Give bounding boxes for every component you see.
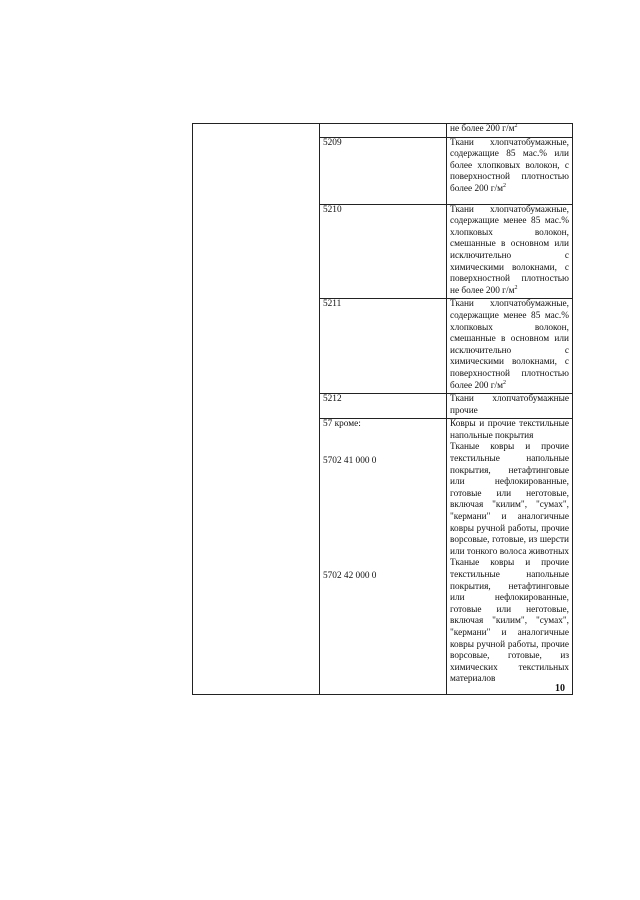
table-row [193, 124, 573, 138]
code-cell: 5212 [320, 394, 447, 419]
empty-first-column [193, 124, 320, 695]
code-5702-41: 5702 41 000 0 [323, 455, 377, 466]
desc-57: Ковры и прочие текстильные напольные покрытия [450, 419, 569, 441]
tariff-table [192, 123, 573, 695]
code-cell [320, 419, 447, 695]
desc-5702-41: Тканые ковры и прочие текстильные напольные покрытия, нетафтинговые или нефлокированные, готовые или неготовые, включая "килим", "сумах", "кермани" и аналогичные ковры ручной работы, прочие ворсовые, готовые, из шерсти или тонкого волоса животных [450, 442, 569, 557]
desc-5702-42: Тканые ковры и прочие текстильные напольные покрытия, нетафтинговые или нефлокированные, готовые или неготовые, включая "килим", "сумах", "кермани" и аналогичные ковры ручной работы, прочие ворсовые, готовые, из химических текстильных материалов [450, 558, 569, 685]
code-57: 57 кроме: [323, 419, 361, 430]
description-cell: Ткани хлопчатобумажные, содержащие менее 85 мас.% хлопковых волокон, смешанные в основном или исключительно с химическими волокнами, с поверхностной плотностью не более 200 $г/м^2$ [447, 204, 573, 299]
description-cell: Ткани хлопчатобумажные, содержащие 85 мас.% или более хлопковых волокон, с поверхностной плотностью более 200 $г/м^2$ [447, 137, 573, 204]
code-cell: 5211 [320, 299, 447, 394]
page-number: 10 [555, 683, 565, 694]
code-5702-42: 5702 42 000 0 [323, 571, 377, 582]
description-cell: Ткани хлопчатобумажные прочие [447, 394, 573, 419]
description-cell [447, 419, 573, 695]
description-cell: Ткани хлопчатобумажные, содержащие менее 85 мас.% хлопковых волокон, смешанные в основном или исключительно с химическими волокнами, с поверхностной плотностью более 200 $г/м^2$ [447, 299, 573, 394]
description-cell: не более 200 $г/м^2$ [447, 124, 573, 138]
code-cell: 5210 [320, 204, 447, 299]
code-cell: 5209 [320, 137, 447, 204]
code-cell [320, 124, 447, 138]
